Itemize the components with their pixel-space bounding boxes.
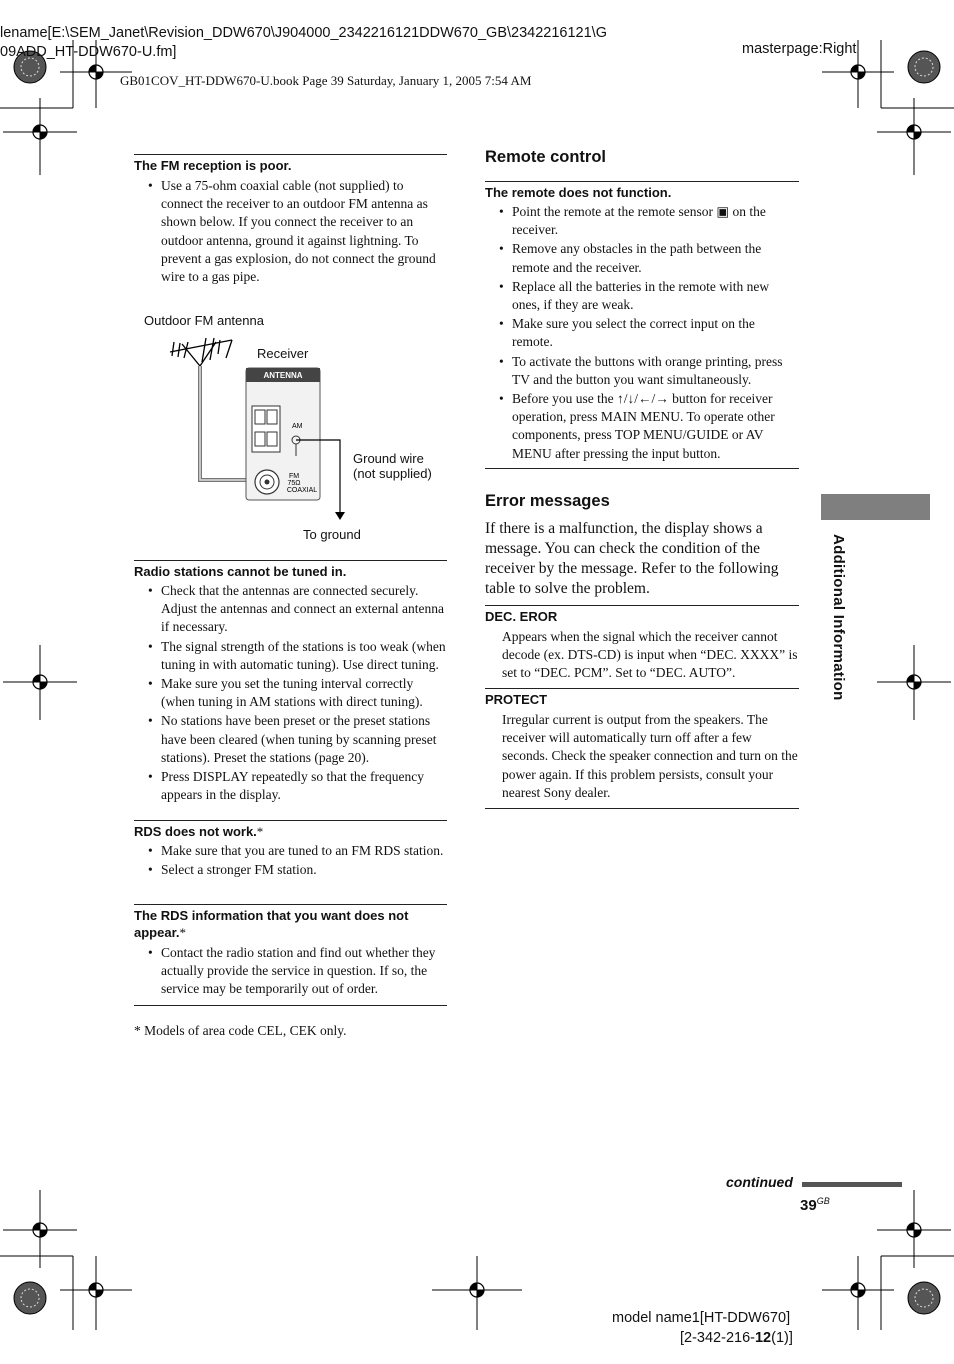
radio-heading: Radio stations cannot be tuned in. bbox=[134, 564, 347, 579]
receiver-label: Receiver bbox=[257, 346, 309, 361]
masterpage-label: masterpage:Right bbox=[742, 41, 857, 57]
outdoor-antenna-label: Outdoor FM antenna bbox=[144, 313, 264, 328]
continued-label: continued bbox=[726, 1174, 793, 1190]
list-item: • Use a 75-ohm coaxial cable (not supplied) to connect the receiver to an outdoor FM antenna as shown below. If you connect the receiver to an outdoor antenna, ground it against lightning. To prevent a gas explosion, do not connect the ground wire to a gas pipe. bbox=[134, 177, 447, 286]
list-item: • Contact the radio station and find out whether they actually provide the service in question. If so, the service may be temporarily out of order. bbox=[134, 944, 447, 999]
code-line: [2-342-216-12(1)] bbox=[680, 1330, 793, 1346]
dec-error-heading: DEC. EROR bbox=[485, 609, 558, 624]
fm-coaxial-label: COAXIAL bbox=[286, 487, 318, 494]
page-number: $39^{GB}$ bbox=[800, 1196, 830, 1214]
fm-terminal-label: FM bbox=[288, 473, 300, 480]
list-item: • The signal strength of the stations is too weak (when tuning in with automatic tuning). Use direct tuning. bbox=[134, 638, 447, 674]
antenna-connection-diagram bbox=[160, 330, 460, 530]
list-item: • Check that the antennas are connected securely. Adjust the antennas and connect an external antenna if necessary. bbox=[134, 582, 447, 637]
list-item: • Point the remote at the remote sensor ▣ on the receiver. bbox=[485, 203, 799, 239]
rds-info-asterisk: * bbox=[179, 925, 187, 940]
list-item: • To activate the buttons with orange printing, press TV and the button you want simultaneously. bbox=[485, 353, 799, 389]
continued-bar bbox=[802, 1182, 902, 1187]
side-tab-bar bbox=[821, 494, 930, 520]
side-tab-label: Additional Information bbox=[830, 534, 847, 701]
am-terminal-label: AM bbox=[292, 423, 303, 430]
protect-heading: PROTECT bbox=[485, 692, 548, 707]
filename-line-1: lename[E:\SEM_Janet\Revision_DDW670\J904000_2342216121DDW670_GB\2342216121\G bbox=[0, 25, 607, 41]
rds-info-heading: The RDS information that you want does not appear. bbox=[134, 908, 409, 940]
page-suffix: GB bbox=[816, 1196, 830, 1206]
remote-list bbox=[485, 203, 799, 463]
protect-text: Irregular current is output from the speakers. The receiver will automatically turn off after a few seconds. Check the speaker connection and turn on the power again. If this problem persists, consult your nearest Sony dealer. bbox=[502, 712, 798, 800]
fm-reception-list bbox=[134, 177, 447, 286]
protect-section bbox=[485, 688, 799, 809]
rds-heading: RDS does not work. bbox=[134, 824, 257, 839]
list-item: • Make sure that you are tuned to an FM RDS station. bbox=[134, 842, 447, 860]
to-ground-label: To ground bbox=[303, 527, 361, 542]
list-item: • No stations have been preset or the preset stations have been cleared (when tuning by scanning preset stations). Preset the stations (page 20). bbox=[134, 712, 447, 767]
list-item: • Before you use the ↑/↓/←/→ button for receiver operation, press MAIN MENU. To operate other components, press TOP MENU/GUIDE or AV MENU after pressing the input button. bbox=[485, 390, 799, 463]
antenna-panel-label: ANTENNA bbox=[263, 371, 303, 380]
rds-asterisk: * bbox=[256, 824, 264, 839]
rds-info-list bbox=[134, 944, 447, 999]
list-item: • Make sure you select the correct input on the remote. bbox=[485, 315, 799, 351]
list-item: • Press DISPLAY repeatedly so that the frequency appears in the display. bbox=[134, 768, 447, 804]
remote-heading: The remote does not function. bbox=[485, 185, 672, 200]
list-item: • Remove any obstacles in the path between the remote and the receiver. bbox=[485, 240, 799, 276]
ground-wire-label-2: (not supplied) bbox=[353, 466, 432, 481]
remote-control-title: Remote control bbox=[485, 148, 607, 166]
ground-wire-label-1: Ground wire bbox=[353, 451, 424, 466]
remote-section bbox=[485, 181, 799, 469]
dec-error-text: Appears when the signal which the receiver cannot decode (ex. DTS-CD) is input when “DEC. XXXX” is set to “DEC. PCM”. Set to “DEC. AUTO”. bbox=[502, 629, 798, 681]
radio-list bbox=[134, 582, 447, 804]
model-line: model name1[HT-DDW670] bbox=[612, 1310, 791, 1326]
rds-info-section bbox=[134, 904, 447, 1006]
rds-list bbox=[134, 842, 447, 879]
outdoor-antenna-icon bbox=[170, 338, 232, 366]
list-item: • Select a stronger FM station. bbox=[134, 861, 447, 879]
list-item: • Replace all the batteries in the remote with new ones, if they are weak. bbox=[485, 278, 799, 314]
error-messages-intro: If there is a malfunction, the display shows a message. You can check the condition of the receiver by the message. Refer to the following table to solve the problem. bbox=[485, 520, 779, 597]
ground-arrow-icon bbox=[335, 512, 345, 520]
filename-line-2: 09ADD_HT-DDW670-U.fm] bbox=[0, 44, 177, 60]
radio-section bbox=[134, 560, 447, 805]
dec-error-section bbox=[485, 605, 799, 683]
rds-section bbox=[134, 820, 447, 880]
error-messages-title: Error messages bbox=[485, 492, 610, 510]
book-info-line: GB01COV_HT-DDW670-U.book Page 39 Saturday, January 1, 2005 7:54 AM bbox=[120, 73, 532, 88]
fm-reception-section bbox=[134, 154, 447, 287]
fm-impedance-label: 75Ω bbox=[287, 480, 301, 487]
fm-reception-heading: The FM reception is poor. bbox=[134, 158, 292, 173]
list-item: • Make sure you set the tuning interval correctly (when tuning in AM stations with direct tuning). bbox=[134, 675, 447, 711]
footnote: * Models of area code CEL, CEK only. bbox=[134, 1023, 347, 1038]
